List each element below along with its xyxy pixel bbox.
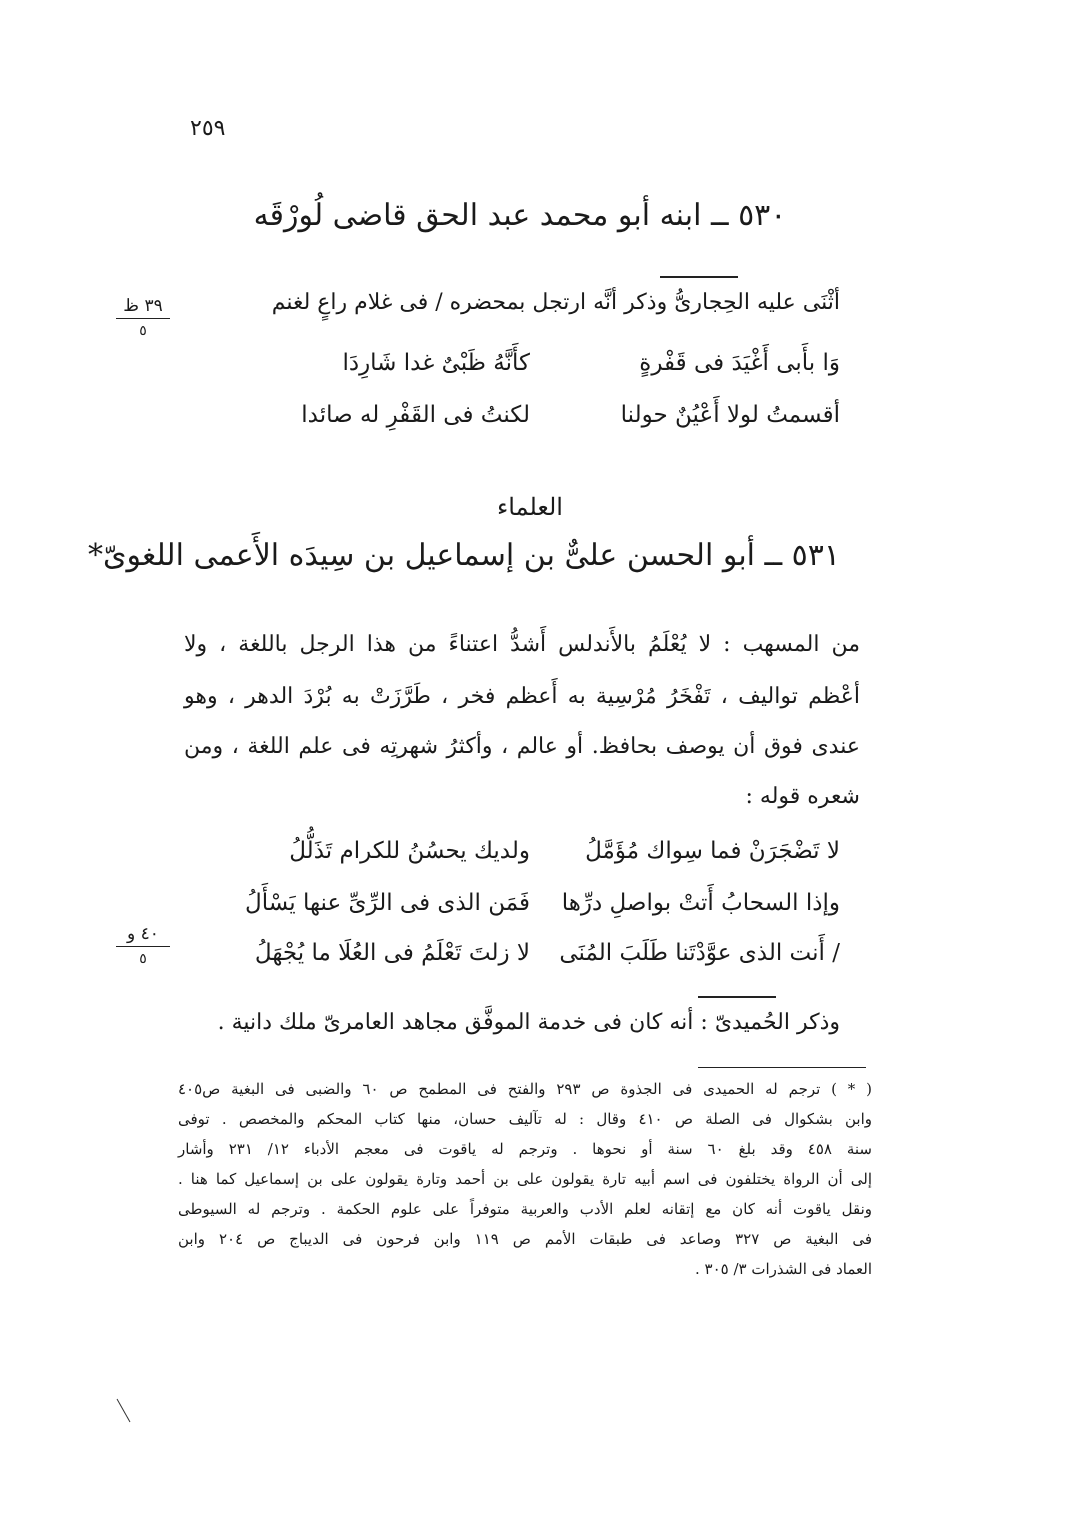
verse-row [230,890,840,930]
verse-first-hemistich: أقسمتُ لولا أَعْيُنٌ حولنا [620,402,840,428]
verse-first-hemistich: وإذا السحابُ أَتتْ بواصلِ درِّها [561,890,840,916]
entry-530-heading: ٥٣٠ ــ ابنه أبو محمد عبد الحق قاضى لُورْقَه [253,198,787,233]
margin-folio-label: ٣٩ ظ [123,296,163,316]
overline-mark [660,276,738,278]
page-number: ٢٥٩ [190,116,226,141]
margin-folio-rule [116,318,170,319]
margin-line-number: ٥ [139,323,147,339]
footnote-line: ( * ) ترجم له الحميدى فى الجذوة ص ٢٩٣ والفتح فى المطمح ص ٦٠ والضبى فى البغية ص٤٠٥ [178,1080,872,1098]
footnote-line: ونقل ياقوت أنه كان مع إتقانه لعلم الأدب والعربية متوفراً على علوم الحكمة . وترجم له السيوطى [178,1200,872,1218]
verse-row [230,940,840,980]
margin-folio-label: ٤٠ و [127,924,159,944]
footnote-line: إلى أن الرواة يختلفون فى اسم أبيه تارة يقولون على بن أحمد وتارة يقولون على بن إسماعيل كما هنا . [178,1170,872,1188]
verse-first-hemistich: لا تَضْجَرَنْ فما سِواك مُؤَمَّلُ [585,838,840,864]
footnote-line: وابن بشكوال فى الصلة ص ٤١٠ وقال : له تآليف حسان، منها كتاب المحكم والمخصص . توفى [178,1110,873,1128]
margin-line-number: ٥ [139,951,147,967]
stray-pen-mark [116,1398,132,1424]
section-title: العلماء [497,493,563,521]
verse-second-hemistich: فَمَن الذى فى الرِّىِّ عنها يَسْأَلُ [245,890,530,916]
verse-second-hemistich: لكنتُ فى القَفْرِ له صائدا [301,402,530,428]
prose-line: من المسهب : لا يُعْلَمُ بالأَندلس أَشدُّ اعتناءً من هذا الرجل باللغة ، ولا [184,632,860,657]
prose-line: شعره قوله : [745,784,860,809]
verse-row [230,402,840,442]
footnote-rule [698,1067,866,1068]
verse-row [230,838,840,878]
overline-mark [698,996,776,998]
footnote-line: فى البغية ص ٣٢٧ وصاعد فى طبقات الأمم ص ١١٩ وابن فرحون فى الديباج ص ٢٠٤ وابن [178,1230,872,1248]
footnote-line: العماد فى الشذرات ٣/ ٣٠٥ . [694,1260,872,1278]
verse-second-hemistich: ولديك يحسُنُ للكرام تَذَلُّلُ [289,838,530,864]
verse-second-hemistich: لا زلتَ تَعْلَمُ فى العُلَا ما يُجْهَلُ [254,940,530,966]
prose-line: عندى فوق أن يوصف بحافظ. أو عالم ، وأكثرُ شهرتِه فى علم اللغة ، ومن [184,734,860,759]
verse-row [230,350,840,390]
verse-second-hemistich: كأَنَّهُ ظَبْىٌ غدا شَارِدَا [342,350,530,376]
prose-line: أعْظم تواليف ، تَفْخَرُ مُرْسِية به أَعظم فخر ، طَرَّزَتْ به بُرْدَ الدهر ، وهو [184,684,860,709]
footnote-line: سنة ٤٥٨ وقد بلغ ٦٠ سنة أو نحوها . وترجم له ياقوت فى معجم الأدباء ١٢/ ٢٣١ وأشار [178,1140,872,1158]
verse-first-hemistich: وَا بأَبى أَغْيَدَ فى قَفْرةٍ [639,350,840,376]
entry-531-closing: وذكر الحُميدىّ : أنه كان فى خدمة الموفَّق مجاهد العامرىّ ملك دانية . [217,1010,840,1035]
entry-530-intro: أثْنَى عليه الحِجارىُّ وذكر أنَّه ارتجل بمحضره / فى غلام راعٍ لغنم [271,290,840,315]
entry-531-heading: ٥٣١ ــ أبو الحسن علىٌّ بن إسماعيل بن سِيدَه الأَعمى اللغوىّ* [88,538,840,573]
verse-first-hemistich: / أَنت الذى عوَّدْتَنا طَلَبَ المُنَى [559,940,840,966]
margin-folio-rule [116,946,170,947]
margin-folio-note [116,296,170,339]
margin-folio-note [116,924,170,967]
